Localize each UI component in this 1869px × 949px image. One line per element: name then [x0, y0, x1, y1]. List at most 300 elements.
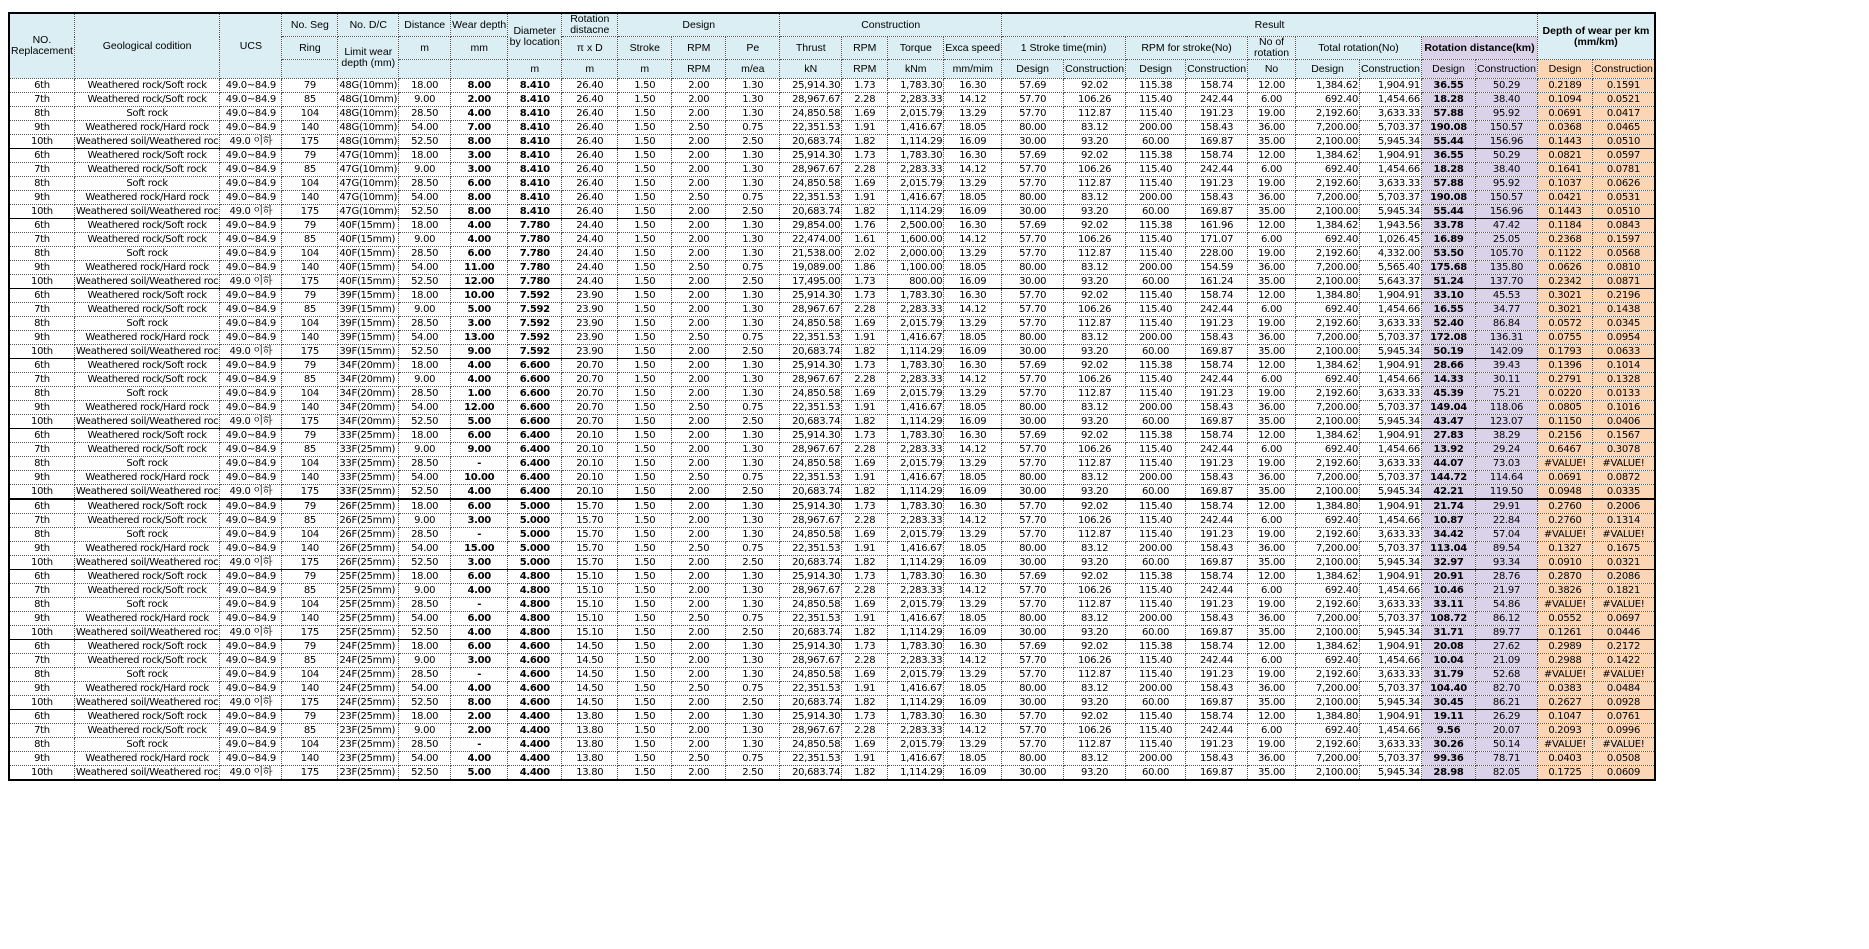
cell-no-rotation[interactable]: 6.00	[1248, 443, 1296, 457]
cell-rpm-stroke-construction[interactable]: 158.74	[1186, 710, 1248, 724]
cell-ucs[interactable]: 49.0~84.9	[220, 668, 282, 682]
cell-no-replacement[interactable]: 10th	[9, 556, 74, 570]
cell-design-rpm[interactable]: 2.50	[672, 612, 726, 626]
cell-exca-speed[interactable]: 18.05	[944, 261, 1002, 275]
cell-exca-speed[interactable]: 16.30	[944, 359, 1002, 373]
cell-wear-per-km-construction[interactable]: 0.0761	[1592, 710, 1654, 724]
cell-pe[interactable]: 1.30	[726, 584, 780, 598]
cell-limit-wear[interactable]: 47G(10mm)	[339, 205, 398, 217]
cell-ucs[interactable]: 49.0~84.9	[220, 443, 282, 457]
cell-pe[interactable]: 1.30	[726, 317, 780, 331]
cell-pe[interactable]: 1.30	[726, 93, 780, 107]
cell-design-rpm[interactable]: 2.00	[672, 654, 726, 668]
cell-total-rotation-construction[interactable]: 3,633.33	[1360, 387, 1422, 401]
cell-rotation-distance-design[interactable]: 16.55	[1422, 303, 1476, 317]
cell-no-rotation[interactable]: 19.00	[1248, 668, 1296, 682]
cell-ucs[interactable]: 49.0~84.9	[220, 149, 282, 163]
cell-total-rotation-design[interactable]: 2,192.60	[1296, 387, 1360, 401]
cell-rpm-stroke-design[interactable]: 115.40	[1126, 514, 1186, 528]
cell-torque[interactable]: 2,283.33	[888, 303, 944, 317]
cell-pi-d[interactable]: 20.70	[562, 415, 618, 429]
cell-ucs[interactable]: 49.0~84.9	[220, 233, 282, 247]
cell-geological-condition[interactable]: Weathered rock/Soft rock	[74, 443, 220, 457]
cell-no-rotation[interactable]: 6.00	[1248, 163, 1296, 177]
cell-exca-speed[interactable]: 16.30	[944, 429, 1002, 443]
cell-no-replacement[interactable]: 8th	[9, 317, 74, 331]
cell-diameter[interactable]: 7.592	[508, 303, 562, 317]
cell-wear-depth[interactable]: -	[451, 528, 508, 542]
cell-rpm-stroke-construction[interactable]: 158.74	[1186, 149, 1248, 163]
cell-wear-depth[interactable]: 8.00	[451, 205, 508, 219]
cell-exca-speed[interactable]: 13.29	[944, 668, 1002, 682]
cell-stroke[interactable]: 1.50	[618, 514, 672, 528]
cell-exca-speed[interactable]: 16.30	[944, 640, 1002, 654]
cell-wear-depth[interactable]: 4.00	[451, 359, 508, 373]
cell-distance[interactable]: 9.00	[399, 654, 451, 668]
cell-pe[interactable]: 1.30	[726, 149, 780, 163]
cell-geological-condition[interactable]: Weathered soil/Weathered roc	[75, 415, 219, 427]
cell-total-rotation-construction[interactable]: 1,904.91	[1360, 499, 1422, 514]
cell-distance[interactable]: 54.00	[399, 121, 451, 135]
cell-rpm-stroke-design[interactable]: 115.40	[1126, 233, 1186, 247]
cell-ring[interactable]: 175	[282, 766, 338, 781]
cell-rpm-stroke-design[interactable]: 60.00	[1126, 275, 1186, 289]
cell-geological-condition[interactable]: Weathered rock/Soft rock	[74, 654, 220, 668]
cell-wear-per-km-design[interactable]: #VALUE!	[1537, 528, 1592, 542]
cell-distance[interactable]: 28.50	[399, 177, 451, 191]
cell-rotation-distance-construction[interactable]: 82.70	[1476, 682, 1538, 696]
cell-pi-d[interactable]: 15.10	[562, 612, 618, 626]
cell-thrust[interactable]: 22,351.53	[780, 191, 842, 205]
cell-rpm-stroke-construction[interactable]: 191.23	[1186, 598, 1248, 612]
cell-stroke[interactable]: 1.50	[618, 710, 672, 724]
cell-pi-d[interactable]: 15.10	[562, 584, 618, 598]
cell-stroke-time-construction[interactable]: 106.26	[1064, 93, 1126, 107]
cell-wear-per-km-construction[interactable]: 0.0133	[1592, 387, 1654, 401]
cell-distance[interactable]: 18.00	[399, 359, 451, 373]
cell-rotation-distance-design[interactable]: 190.08	[1422, 191, 1476, 205]
cell-ring[interactable]: 104	[282, 387, 338, 401]
cell-stroke[interactable]: 1.50	[618, 359, 672, 373]
cell-rpm-stroke-construction[interactable]: 191.23	[1186, 738, 1248, 752]
cell-rotation-distance-design[interactable]: 16.89	[1422, 233, 1476, 247]
cell-total-rotation-construction[interactable]: 1,026.45	[1360, 233, 1422, 247]
cell-rpm-stroke-construction[interactable]: 191.23	[1186, 177, 1248, 191]
cell-thrust[interactable]: 24,850.58	[780, 387, 842, 401]
cell-limit-wear[interactable]: 24F(25mm)	[338, 696, 399, 710]
cell-total-rotation-construction[interactable]: 1,454.66	[1360, 654, 1422, 668]
cell-pi-d[interactable]: 26.40	[562, 121, 618, 135]
cell-torque[interactable]: 1,783.30	[888, 149, 944, 163]
cell-rpm-stroke-construction[interactable]: 161.24	[1186, 275, 1248, 289]
cell-distance[interactable]: 9.00	[399, 724, 451, 738]
cell-geological-condition[interactable]: Weathered rock/Soft rock	[74, 584, 220, 598]
cell-diameter[interactable]: 8.410	[508, 205, 562, 219]
cell-wear-per-km-construction[interactable]: 0.1014	[1592, 359, 1654, 373]
cell-stroke-time-construction[interactable]: 112.87	[1064, 177, 1126, 191]
cell-geological-condition[interactable]: Weathered rock/Soft rock	[74, 640, 220, 654]
cell-rotation-distance-design[interactable]: 10.87	[1422, 514, 1476, 528]
cell-geological-condition[interactable]: Weathered rock/Soft rock	[74, 429, 220, 443]
cell-ring[interactable]: 104	[282, 317, 338, 331]
cell-total-rotation-construction[interactable]: 3,633.33	[1360, 668, 1422, 682]
cell-rotation-distance-design[interactable]: 33.78	[1422, 219, 1476, 233]
cell-stroke-time-construction[interactable]: 92.02	[1064, 640, 1126, 654]
cell-total-rotation-design[interactable]: 2,100.00	[1296, 626, 1360, 640]
cell-design-rpm[interactable]: 2.00	[672, 359, 726, 373]
cell-geological-condition[interactable]: Soft rock	[74, 387, 220, 401]
cell-rpm-stroke-construction[interactable]: 169.87	[1186, 766, 1248, 781]
cell-limit-wear[interactable]: 39F(15mm)	[338, 331, 399, 345]
cell-rotation-distance-construction[interactable]: 50.14	[1476, 738, 1538, 752]
cell-pe[interactable]: 2.50	[726, 135, 780, 149]
cell-ring[interactable]: 85	[282, 654, 338, 668]
cell-rpm-stroke-construction[interactable]: 242.44	[1186, 163, 1248, 177]
cell-torque[interactable]: 2,283.33	[888, 584, 944, 598]
cell-thrust[interactable]: 24,850.58	[780, 738, 842, 752]
cell-geological-condition[interactable]: Weathered rock/Soft rock	[74, 219, 220, 233]
cell-torque[interactable]: 2,283.33	[888, 724, 944, 738]
cell-design-rpm[interactable]: 2.00	[672, 373, 726, 387]
cell-pe[interactable]: 2.50	[726, 205, 780, 219]
cell-no-rotation[interactable]: 6.00	[1248, 233, 1296, 247]
cell-diameter[interactable]: 7.780	[508, 233, 562, 247]
cell-diameter[interactable]: 5.000	[508, 514, 562, 528]
cell-stroke-time-design[interactable]: 57.70	[1002, 247, 1064, 261]
cell-no-replacement[interactable]: 8th	[9, 738, 74, 752]
cell-rpm-stroke-construction[interactable]: 169.87	[1186, 345, 1248, 359]
cell-design-rpm[interactable]: 2.00	[672, 443, 726, 457]
cell-distance[interactable]: 9.00	[399, 233, 451, 247]
cell-construction-rpm[interactable]: 1.91	[842, 542, 888, 556]
cell-rotation-distance-construction[interactable]: 52.68	[1476, 668, 1538, 682]
cell-diameter[interactable]: 8.410	[508, 79, 562, 93]
cell-exca-speed[interactable]: 13.29	[944, 247, 1002, 261]
cell-stroke-time-construction[interactable]: 112.87	[1064, 387, 1126, 401]
cell-exca-speed[interactable]: 16.09	[944, 485, 1002, 500]
cell-rpm-stroke-construction[interactable]: 158.74	[1186, 79, 1248, 93]
cell-wear-per-km-design[interactable]: 0.1443	[1537, 135, 1592, 149]
cell-construction-rpm[interactable]: 1.69	[842, 387, 888, 401]
cell-diameter[interactable]: 4.800	[508, 598, 562, 612]
cell-distance[interactable]: 52.50	[399, 345, 451, 359]
cell-ucs[interactable]: 49.0~84.9	[220, 710, 282, 724]
cell-rpm-stroke-design[interactable]: 200.00	[1126, 471, 1186, 485]
cell-wear-per-km-construction[interactable]: 0.0335	[1592, 485, 1654, 500]
cell-limit-wear[interactable]: 39F(15mm)	[338, 303, 399, 317]
cell-wear-per-km-construction[interactable]: 0.2172	[1592, 640, 1654, 654]
cell-limit-wear[interactable]: 26F(25mm)	[338, 528, 399, 542]
cell-pi-d[interactable]: 20.10	[562, 457, 618, 471]
cell-geological-condition[interactable]: Weathered rock/Soft rock	[74, 570, 220, 584]
cell-thrust[interactable]: 24,850.58	[780, 598, 842, 612]
cell-total-rotation-design[interactable]: 7,200.00	[1296, 401, 1360, 415]
cell-wear-per-km-design[interactable]: 0.2368	[1537, 233, 1592, 247]
cell-wear-depth[interactable]: 4.00	[451, 626, 508, 640]
cell-torque[interactable]: 1,783.30	[888, 710, 944, 724]
cell-total-rotation-design[interactable]: 2,100.00	[1296, 696, 1360, 710]
cell-stroke-time-design[interactable]: 57.70	[1002, 289, 1064, 303]
cell-wear-per-km-construction[interactable]: #VALUE!	[1592, 598, 1654, 612]
cell-stroke-time-construction[interactable]: 83.12	[1064, 261, 1126, 275]
cell-stroke-time-design[interactable]: 57.69	[1002, 359, 1064, 373]
cell-stroke[interactable]: 1.50	[618, 233, 672, 247]
cell-ucs[interactable]: 49.0~84.9	[220, 359, 282, 373]
cell-wear-per-km-construction[interactable]: 0.0510	[1592, 205, 1654, 219]
cell-wear-per-km-design[interactable]: 0.0626	[1537, 261, 1592, 275]
cell-rpm-stroke-construction[interactable]: 161.96	[1186, 219, 1248, 233]
cell-construction-rpm[interactable]: 2.02	[842, 247, 888, 261]
cell-rpm-stroke-construction[interactable]: 158.43	[1186, 542, 1248, 556]
cell-wear-per-km-design[interactable]: 0.1184	[1537, 219, 1592, 233]
cell-ring[interactable]: 104	[282, 738, 338, 752]
cell-stroke[interactable]: 1.50	[618, 471, 672, 485]
cell-total-rotation-design[interactable]: 7,200.00	[1296, 191, 1360, 205]
cell-no-replacement[interactable]: 10th	[9, 205, 74, 219]
cell-design-rpm[interactable]: 2.00	[672, 429, 726, 443]
cell-distance[interactable]: 9.00	[399, 443, 451, 457]
cell-diameter[interactable]: 7.592	[508, 289, 562, 303]
cell-ring[interactable]: 140	[282, 401, 338, 415]
cell-stroke-time-design[interactable]: 57.69	[1002, 429, 1064, 443]
cell-rpm-stroke-construction[interactable]: 191.23	[1186, 457, 1248, 471]
cell-diameter[interactable]: 6.400	[508, 471, 562, 485]
cell-exca-speed[interactable]: 16.30	[944, 710, 1002, 724]
cell-torque[interactable]: 2,015.79	[888, 387, 944, 401]
cell-distance[interactable]: 18.00	[399, 570, 451, 584]
cell-design-rpm[interactable]: 2.00	[672, 233, 726, 247]
cell-rotation-distance-construction[interactable]: 21.09	[1476, 654, 1538, 668]
cell-pi-d[interactable]: 14.50	[562, 696, 618, 710]
cell-stroke[interactable]: 1.50	[618, 387, 672, 401]
cell-rpm-stroke-construction[interactable]: 242.44	[1186, 514, 1248, 528]
cell-torque[interactable]: 1,114.29	[888, 696, 944, 710]
cell-stroke-time-construction[interactable]: 112.87	[1064, 598, 1126, 612]
cell-rotation-distance-construction[interactable]: 38.29	[1476, 429, 1538, 443]
cell-stroke-time-construction[interactable]: 106.26	[1064, 303, 1126, 317]
cell-torque[interactable]: 2,015.79	[888, 177, 944, 191]
cell-pe[interactable]: 0.75	[726, 542, 780, 556]
cell-rotation-distance-construction[interactable]: 86.21	[1476, 696, 1538, 710]
cell-rpm-stroke-construction[interactable]: 158.74	[1186, 499, 1248, 514]
cell-diameter[interactable]: 4.600	[508, 682, 562, 696]
cell-no-rotation[interactable]: 36.00	[1248, 682, 1296, 696]
cell-wear-per-km-design[interactable]: 0.1150	[1537, 415, 1592, 429]
cell-rotation-distance-design[interactable]: 190.08	[1422, 121, 1476, 135]
cell-exca-speed[interactable]: 13.29	[944, 528, 1002, 542]
cell-wear-per-km-design[interactable]: #VALUE!	[1537, 598, 1592, 612]
cell-no-rotation[interactable]: 19.00	[1248, 177, 1296, 191]
cell-pi-d[interactable]: 13.80	[562, 724, 618, 738]
cell-stroke-time-design[interactable]: 57.70	[1002, 93, 1064, 107]
cell-exca-speed[interactable]: 16.09	[944, 766, 1002, 781]
cell-rpm-stroke-construction[interactable]: 158.43	[1186, 752, 1248, 766]
cell-rpm-stroke-construction[interactable]: 191.23	[1186, 107, 1248, 121]
cell-design-rpm[interactable]: 2.00	[672, 345, 726, 359]
cell-torque[interactable]: 2,015.79	[888, 107, 944, 121]
cell-pe[interactable]: 0.75	[726, 752, 780, 766]
cell-total-rotation-construction[interactable]: 4,332.00	[1360, 247, 1422, 261]
cell-total-rotation-construction[interactable]: 5,643.37	[1360, 275, 1422, 289]
cell-wear-per-km-construction[interactable]: 0.0928	[1592, 696, 1654, 710]
cell-rpm-stroke-construction[interactable]: 169.87	[1186, 626, 1248, 640]
cell-rotation-distance-design[interactable]: 27.83	[1422, 429, 1476, 443]
cell-distance[interactable]: 28.50	[399, 457, 451, 471]
cell-total-rotation-construction[interactable]: 5,565.40	[1360, 261, 1422, 275]
cell-limit-wear[interactable]: 23F(25mm)	[338, 738, 399, 752]
cell-stroke-time-design[interactable]: 57.69	[1002, 219, 1064, 233]
cell-wear-depth[interactable]: 5.00	[451, 303, 508, 317]
cell-thrust[interactable]: 22,351.53	[780, 121, 842, 135]
cell-rpm-stroke-design[interactable]: 115.40	[1126, 177, 1186, 191]
cell-torque[interactable]: 1,416.67	[888, 401, 944, 415]
cell-distance[interactable]: 28.50	[399, 387, 451, 401]
cell-diameter[interactable]: 6.400	[508, 429, 562, 443]
cell-ucs[interactable]: 49.0~84.9	[220, 163, 282, 177]
cell-torque[interactable]: 2,015.79	[888, 528, 944, 542]
cell-no-replacement[interactable]: 7th	[9, 93, 74, 107]
cell-wear-per-km-design[interactable]: 0.0821	[1537, 149, 1592, 163]
cell-total-rotation-design[interactable]: 2,100.00	[1296, 556, 1360, 570]
cell-design-rpm[interactable]: 2.00	[672, 205, 726, 219]
cell-no-rotation[interactable]: 12.00	[1248, 149, 1296, 163]
cell-stroke-time-construction[interactable]: 112.87	[1064, 528, 1126, 542]
cell-geological-condition[interactable]: Soft rock	[74, 598, 220, 612]
cell-stroke-time-design[interactable]: 30.00	[1002, 556, 1064, 570]
cell-stroke-time-construction[interactable]: 106.26	[1064, 514, 1126, 528]
cell-no-rotation[interactable]: 6.00	[1248, 303, 1296, 317]
cell-distance[interactable]: 28.50	[399, 107, 451, 121]
cell-ucs[interactable]: 49.0~84.9	[220, 219, 282, 233]
cell-ring[interactable]: 85	[282, 443, 338, 457]
cell-geological-condition[interactable]: Weathered soil/Weathered roc	[74, 485, 220, 500]
cell-rotation-distance-design[interactable]: 43.47	[1422, 415, 1476, 429]
cell-stroke-time-construction[interactable]: 83.12	[1064, 121, 1126, 135]
cell-total-rotation-construction[interactable]: 5,945.34	[1360, 485, 1422, 500]
cell-pi-d[interactable]: 15.70	[562, 542, 618, 556]
cell-pi-d[interactable]: 24.40	[562, 261, 618, 275]
cell-limit-wear[interactable]: 34F(20mm)	[338, 359, 399, 373]
cell-no-replacement[interactable]: 6th	[9, 149, 74, 163]
cell-stroke-time-design[interactable]: 57.70	[1002, 373, 1064, 387]
cell-thrust[interactable]: 24,850.58	[780, 317, 842, 331]
cell-rpm-stroke-design[interactable]: 200.00	[1126, 191, 1186, 205]
cell-ucs[interactable]: 49.0~84.9	[220, 640, 282, 654]
cell-rpm-stroke-design[interactable]: 115.40	[1126, 317, 1186, 331]
cell-design-rpm[interactable]: 2.00	[672, 556, 726, 570]
cell-stroke-time-construction[interactable]: 93.20	[1064, 135, 1126, 149]
cell-ucs[interactable]: 49.0~84.9	[220, 514, 282, 528]
cell-rotation-distance-construction[interactable]: 45.53	[1476, 289, 1538, 303]
cell-rotation-distance-design[interactable]: 14.33	[1422, 373, 1476, 387]
cell-distance[interactable]: 54.00	[399, 261, 451, 275]
cell-wear-per-km-construction[interactable]: 0.0843	[1592, 219, 1654, 233]
cell-rotation-distance-design[interactable]: 144.72	[1422, 471, 1476, 485]
cell-stroke[interactable]: 1.50	[618, 261, 672, 275]
cell-stroke-time-design[interactable]: 57.70	[1002, 317, 1064, 331]
cell-diameter[interactable]: 7.780	[508, 261, 562, 275]
cell-rpm-stroke-design[interactable]: 115.38	[1126, 570, 1186, 584]
cell-total-rotation-construction[interactable]: 1,454.66	[1360, 724, 1422, 738]
cell-stroke[interactable]: 1.50	[618, 654, 672, 668]
cell-total-rotation-construction[interactable]: 5,945.34	[1360, 415, 1422, 429]
cell-rotation-distance-design[interactable]: 31.79	[1422, 668, 1476, 682]
cell-design-rpm[interactable]: 2.00	[672, 766, 726, 781]
cell-wear-depth[interactable]: 4.00	[451, 682, 508, 696]
cell-stroke-time-construction[interactable]: 106.26	[1064, 724, 1126, 738]
cell-total-rotation-design[interactable]: 2,192.60	[1296, 668, 1360, 682]
cell-total-rotation-design[interactable]: 2,192.60	[1296, 107, 1360, 121]
cell-limit-wear[interactable]: 26F(25mm)	[338, 542, 399, 556]
cell-diameter[interactable]: 7.592	[508, 331, 562, 345]
cell-diameter[interactable]: 4.800	[508, 584, 562, 598]
cell-rpm-stroke-construction[interactable]: 158.74	[1186, 640, 1248, 654]
cell-stroke[interactable]: 1.50	[618, 429, 672, 443]
cell-pi-d[interactable]: 23.90	[562, 345, 618, 359]
cell-stroke-time-construction[interactable]: 93.20	[1064, 556, 1126, 570]
cell-wear-per-km-construction[interactable]: 0.0345	[1592, 317, 1654, 331]
cell-pi-d[interactable]: 15.10	[562, 598, 618, 612]
cell-diameter[interactable]: 7.780	[508, 247, 562, 261]
cell-no-replacement[interactable]: 10th	[9, 135, 74, 149]
cell-geological-condition[interactable]: Soft rock	[74, 107, 220, 121]
cell-wear-depth[interactable]: 15.00	[451, 542, 508, 556]
cell-no-replacement[interactable]: 8th	[9, 247, 74, 261]
cell-ucs[interactable]: 49.0~84.9	[220, 79, 282, 93]
cell-limit-wear[interactable]: 48G(10mm)	[339, 121, 398, 133]
cell-stroke-time-construction[interactable]: 92.02	[1064, 79, 1126, 93]
cell-geological-condition[interactable]: Soft rock	[74, 317, 220, 331]
cell-diameter[interactable]: 7.780	[508, 219, 562, 233]
cell-distance[interactable]: 54.00	[399, 331, 451, 345]
cell-diameter[interactable]: 8.410	[508, 107, 562, 121]
cell-rpm-stroke-design[interactable]: 200.00	[1126, 542, 1186, 556]
cell-pi-d[interactable]: 26.40	[562, 149, 618, 163]
cell-exca-speed[interactable]: 16.30	[944, 499, 1002, 514]
cell-rpm-stroke-construction[interactable]: 158.43	[1186, 682, 1248, 696]
cell-stroke-time-design[interactable]: 57.70	[1002, 107, 1064, 121]
cell-total-rotation-design[interactable]: 2,192.60	[1296, 247, 1360, 261]
cell-stroke[interactable]: 1.50	[618, 415, 672, 429]
cell-geological-condition[interactable]: Weathered rock/Soft rock	[74, 163, 220, 177]
cell-pe[interactable]: 1.30	[726, 457, 780, 471]
cell-wear-per-km-design[interactable]: 0.2760	[1537, 499, 1592, 514]
cell-wear-depth[interactable]: 4.00	[451, 219, 508, 233]
cell-thrust[interactable]: 22,351.53	[780, 752, 842, 766]
cell-ucs[interactable]: 49.0 이하	[220, 415, 282, 429]
cell-distance[interactable]: 28.50	[399, 598, 451, 612]
cell-pi-d[interactable]: 26.40	[562, 205, 618, 219]
cell-construction-rpm[interactable]: 1.73	[842, 710, 888, 724]
cell-no-rotation[interactable]: 35.00	[1248, 626, 1296, 640]
cell-pe[interactable]: 1.30	[726, 514, 780, 528]
cell-stroke-time-construction[interactable]: 92.02	[1064, 499, 1126, 514]
cell-rpm-stroke-design[interactable]: 115.40	[1126, 387, 1186, 401]
cell-wear-depth[interactable]: 12.00	[451, 275, 508, 289]
cell-ucs[interactable]: 49.0~84.9	[220, 93, 282, 107]
cell-wear-per-km-construction[interactable]: 0.0597	[1592, 149, 1654, 163]
cell-total-rotation-construction[interactable]: 1,904.91	[1360, 359, 1422, 373]
cell-total-rotation-construction[interactable]: 5,703.37	[1360, 612, 1422, 626]
cell-total-rotation-design[interactable]: 7,200.00	[1296, 752, 1360, 766]
cell-no-replacement[interactable]: 6th	[9, 359, 74, 373]
cell-construction-rpm[interactable]: 1.69	[842, 668, 888, 682]
cell-torque[interactable]: 1,783.30	[888, 570, 944, 584]
cell-pi-d[interactable]: 26.40	[562, 163, 618, 177]
cell-stroke-time-construction[interactable]: 92.02	[1064, 289, 1126, 303]
cell-stroke-time-construction[interactable]: 93.20	[1064, 345, 1126, 359]
cell-distance[interactable]: 18.00	[399, 149, 451, 163]
